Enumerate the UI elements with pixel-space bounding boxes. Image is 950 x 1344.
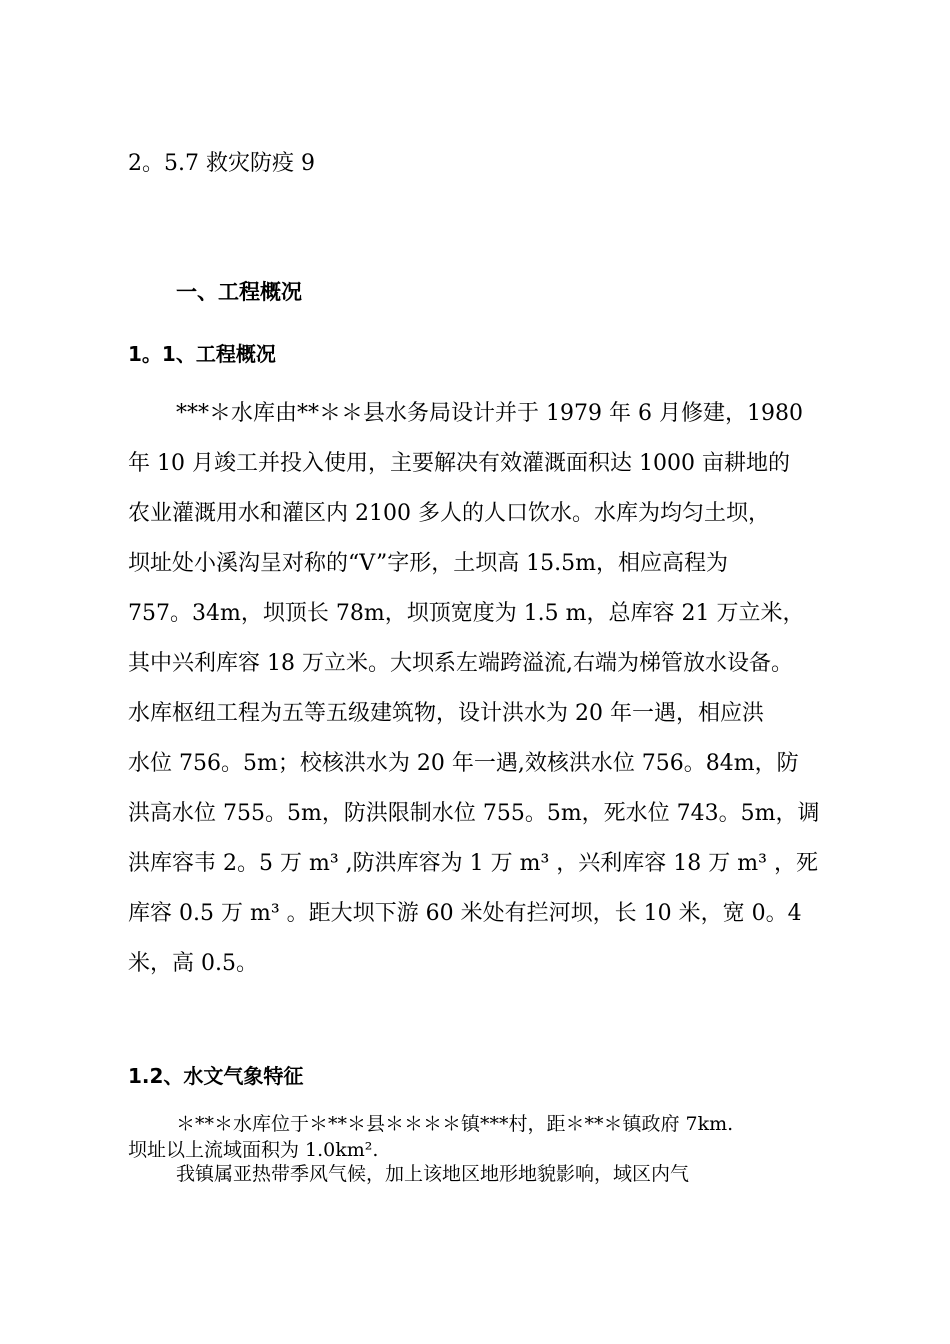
paragraph-line: 洪库容韦 2。5 万 m³ ,防洪库容为 1 万 m³ ，兴利库容 18 万 m³ ，死 xyxy=(128,851,818,876)
subsection-heading: 1.2、水文气象特征 xyxy=(128,1064,304,1088)
paragraph-line: 坝址以上流域面积为 1.0km². xyxy=(128,1139,379,1161)
paragraph-line: 水库枢纽工程为五等五级建筑物，设计洪水为 20 年一遇，相应洪 xyxy=(128,701,764,726)
paragraph-line: ＊**＊水库位于＊**＊县＊＊＊＊镇***村，距＊**＊镇政府 7km. xyxy=(176,1113,734,1135)
paragraph-line: 757。34m，坝顶长 78m，坝顶宽度为 1.5 m，总库容 21 万立米， xyxy=(128,601,805,626)
paragraph-line: 米，高 0.5。 xyxy=(128,951,258,976)
paragraph-line: 坝址处小溪沟呈对称的“V”字形，土坝高 15.5m，相应高程为 xyxy=(128,551,729,576)
paragraph-line: 年 10 月竣工并投入使用，主要解决有效灌溉面积达 1000 亩耕地的 xyxy=(128,451,790,476)
paragraph-line: 我镇属亚热带季风气候，加上该地区地形地貌影响，域区内气 xyxy=(176,1163,690,1185)
subsection-heading: 1。1、工程概况 xyxy=(128,342,276,366)
paragraph-line: 库容 0.5 万 m³ 。距大坝下游 60 米处有拦河坝，长 10 米，宽 0。4 xyxy=(128,901,802,926)
section-heading: 一、工程概况 xyxy=(176,280,302,304)
paragraph-line: ***＊水库由**＊＊县水务局设计并于 1979 年 6 月修建，1980 xyxy=(176,401,803,426)
paragraph-line: 其中兴利库容 18 万立米。大坝系左端跨溢流,右端为梯管放水设备。 xyxy=(128,651,793,676)
paragraph-line: 洪高水位 755。5m，防洪限制水位 755。5m，死水位 743。5m，调 xyxy=(128,801,820,826)
paragraph-line: 农业灌溉用水和灌区内 2100 多人的人口饮水。水库为均匀土坝， xyxy=(128,501,770,526)
toc-entry: 2。5.7 救灾防疫 9 xyxy=(128,151,315,176)
paragraph-line: 水位 756。5m；校核洪水为 20 年一遇,效核洪水位 756。84m，防 xyxy=(128,751,799,776)
